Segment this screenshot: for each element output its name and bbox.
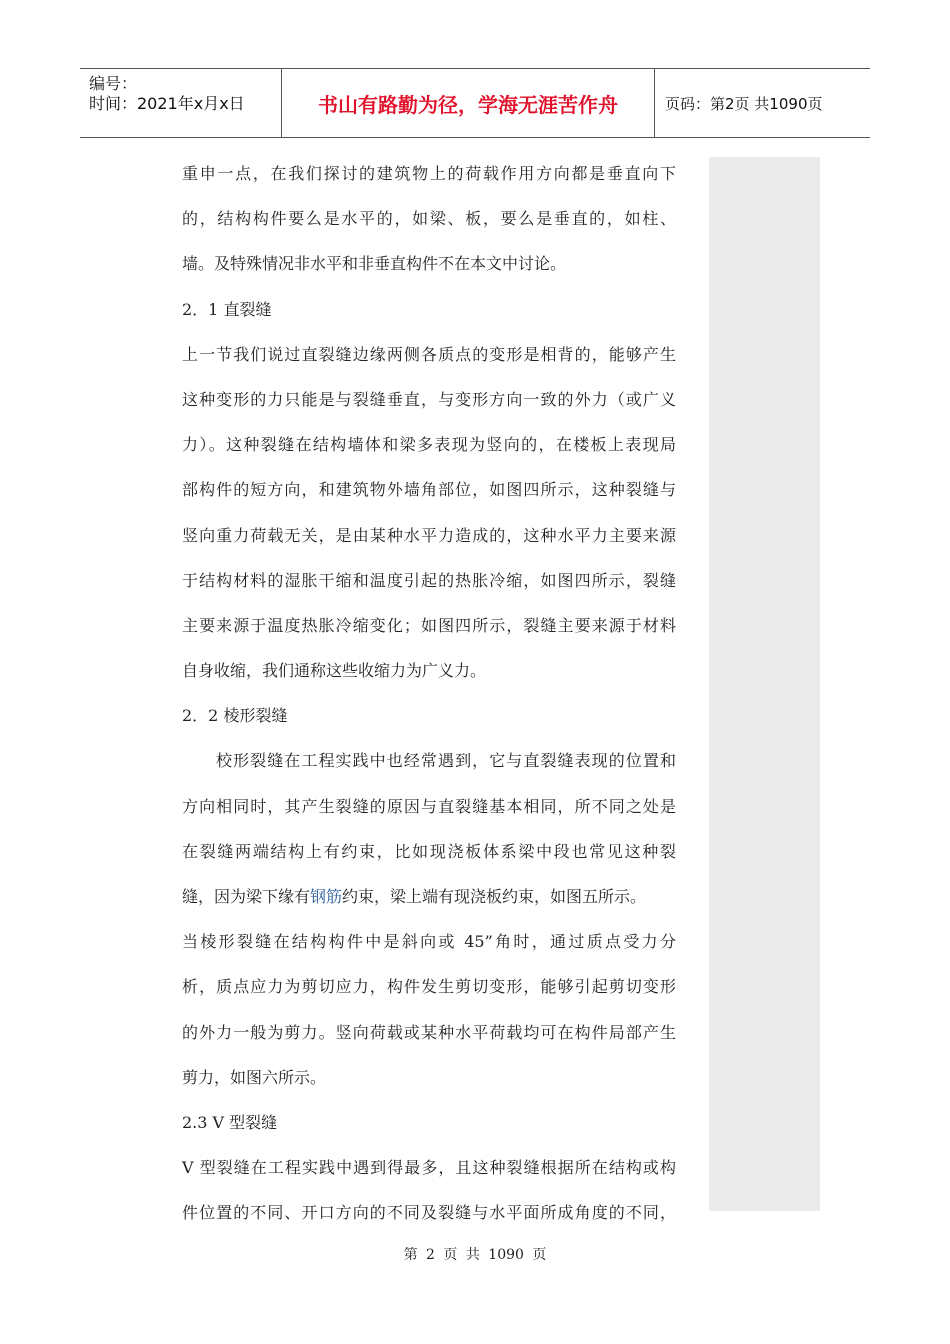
body-line-with-link bbox=[182, 874, 676, 919]
body-line: 在裂缝两端结构上有约束，比如现浇板体系梁中段也常见这种裂 bbox=[182, 841, 676, 861]
body-line: 自身收缩，我们通称这些收缩力为广义力。 bbox=[182, 661, 487, 681]
header-meta bbox=[80, 69, 282, 137]
body-line: 上一节我们说过直裂缝边缘两侧各质点的变形是相背的，能够产生 bbox=[182, 344, 676, 364]
section-heading-2-3: 2.3 V 型裂缝 bbox=[182, 1112, 278, 1132]
body-line: 的外力一般为剪力。竖向荷载或某种水平荷载均可在构件局部产生 bbox=[182, 1022, 676, 1042]
document-body bbox=[182, 151, 676, 1236]
body-line: 力）。这种裂缝在结构墙体和梁多表现为竖向的，在楼板上表现局 bbox=[182, 435, 676, 455]
body-line: 方向相同时，其产生裂缝的原因与直裂缝基本相同，所不同之处是 bbox=[182, 796, 676, 816]
body-line: 剪力，如图六所示。 bbox=[182, 1067, 327, 1087]
header-slogan-cell bbox=[282, 69, 655, 137]
header-page-cell bbox=[655, 69, 870, 137]
body-line: 这种变形的力只能是与裂缝垂直，与变形方向一致的外力（或广义 bbox=[182, 389, 676, 409]
body-line: 校形裂缝在工程实践中也经常遇到，它与直裂缝表现的位置和 bbox=[216, 751, 676, 771]
section-heading-2-1: 2．1 直裂缝 bbox=[182, 299, 272, 319]
body-line: 墙。及特殊情况非水平和非垂直构件不在本文中讨论。 bbox=[182, 254, 567, 274]
body-text: 约束，梁上端有现浇板约束，如图五所示。 bbox=[342, 887, 647, 906]
body-line: V 型裂缝在工程实践中遇到得最多，且这种裂缝根据所在结构或构 bbox=[182, 1158, 676, 1178]
body-line: 竖向重力荷载无关，是由某种水平力造成的，这种水平力主要来源 bbox=[182, 525, 676, 545]
body-text: 缝，因为梁下缘有 bbox=[182, 887, 311, 906]
page-header bbox=[80, 68, 870, 138]
header-page-info: 页码：第2页 共1090页 bbox=[665, 95, 823, 113]
body-line: 的，结构构件要么是水平的，如梁、板，要么是垂直的，如柱、 bbox=[182, 209, 676, 229]
section-heading-2-2: 2．2 棱形裂缝 bbox=[182, 706, 288, 726]
side-margin-panel bbox=[709, 157, 820, 1211]
body-line: 部构件的短方向，和建筑物外墙角部位，如图四所示，这种裂缝与 bbox=[182, 480, 676, 500]
body-line: 件位置的不同、开口方向的不同及裂缝与水平面所成角度的不同， bbox=[182, 1203, 676, 1223]
body-line: 重申一点，在我们探讨的建筑物上的荷载作用方向都是垂直向下 bbox=[182, 164, 676, 183]
body-line: 主要来源于温度热胀冷缩变化；如图四所示，裂缝主要来源于材料 bbox=[182, 615, 676, 635]
body-line: 析，质点应力为剪切应力，构件发生剪切变形，能够引起剪切变形 bbox=[182, 977, 676, 997]
steel-bar-link[interactable]: 钢筋 bbox=[310, 887, 343, 906]
body-line: 于结构材料的湿胀干缩和温度引起的热胀冷缩，如图四所示，裂缝 bbox=[182, 570, 676, 590]
header-slogan: 书山有路勤为径，学海无涯苦作舟 bbox=[318, 93, 618, 117]
document-number-label: 编号： bbox=[89, 74, 138, 93]
document-time-label: 时间：2021年x月x日 bbox=[89, 94, 245, 113]
page-footer: 第 2 页 共 1090 页 bbox=[403, 1247, 547, 1263]
body-line: 当棱形裂缝在结构构件中是斜向或 45”角时，通过质点受力分 bbox=[182, 932, 676, 952]
